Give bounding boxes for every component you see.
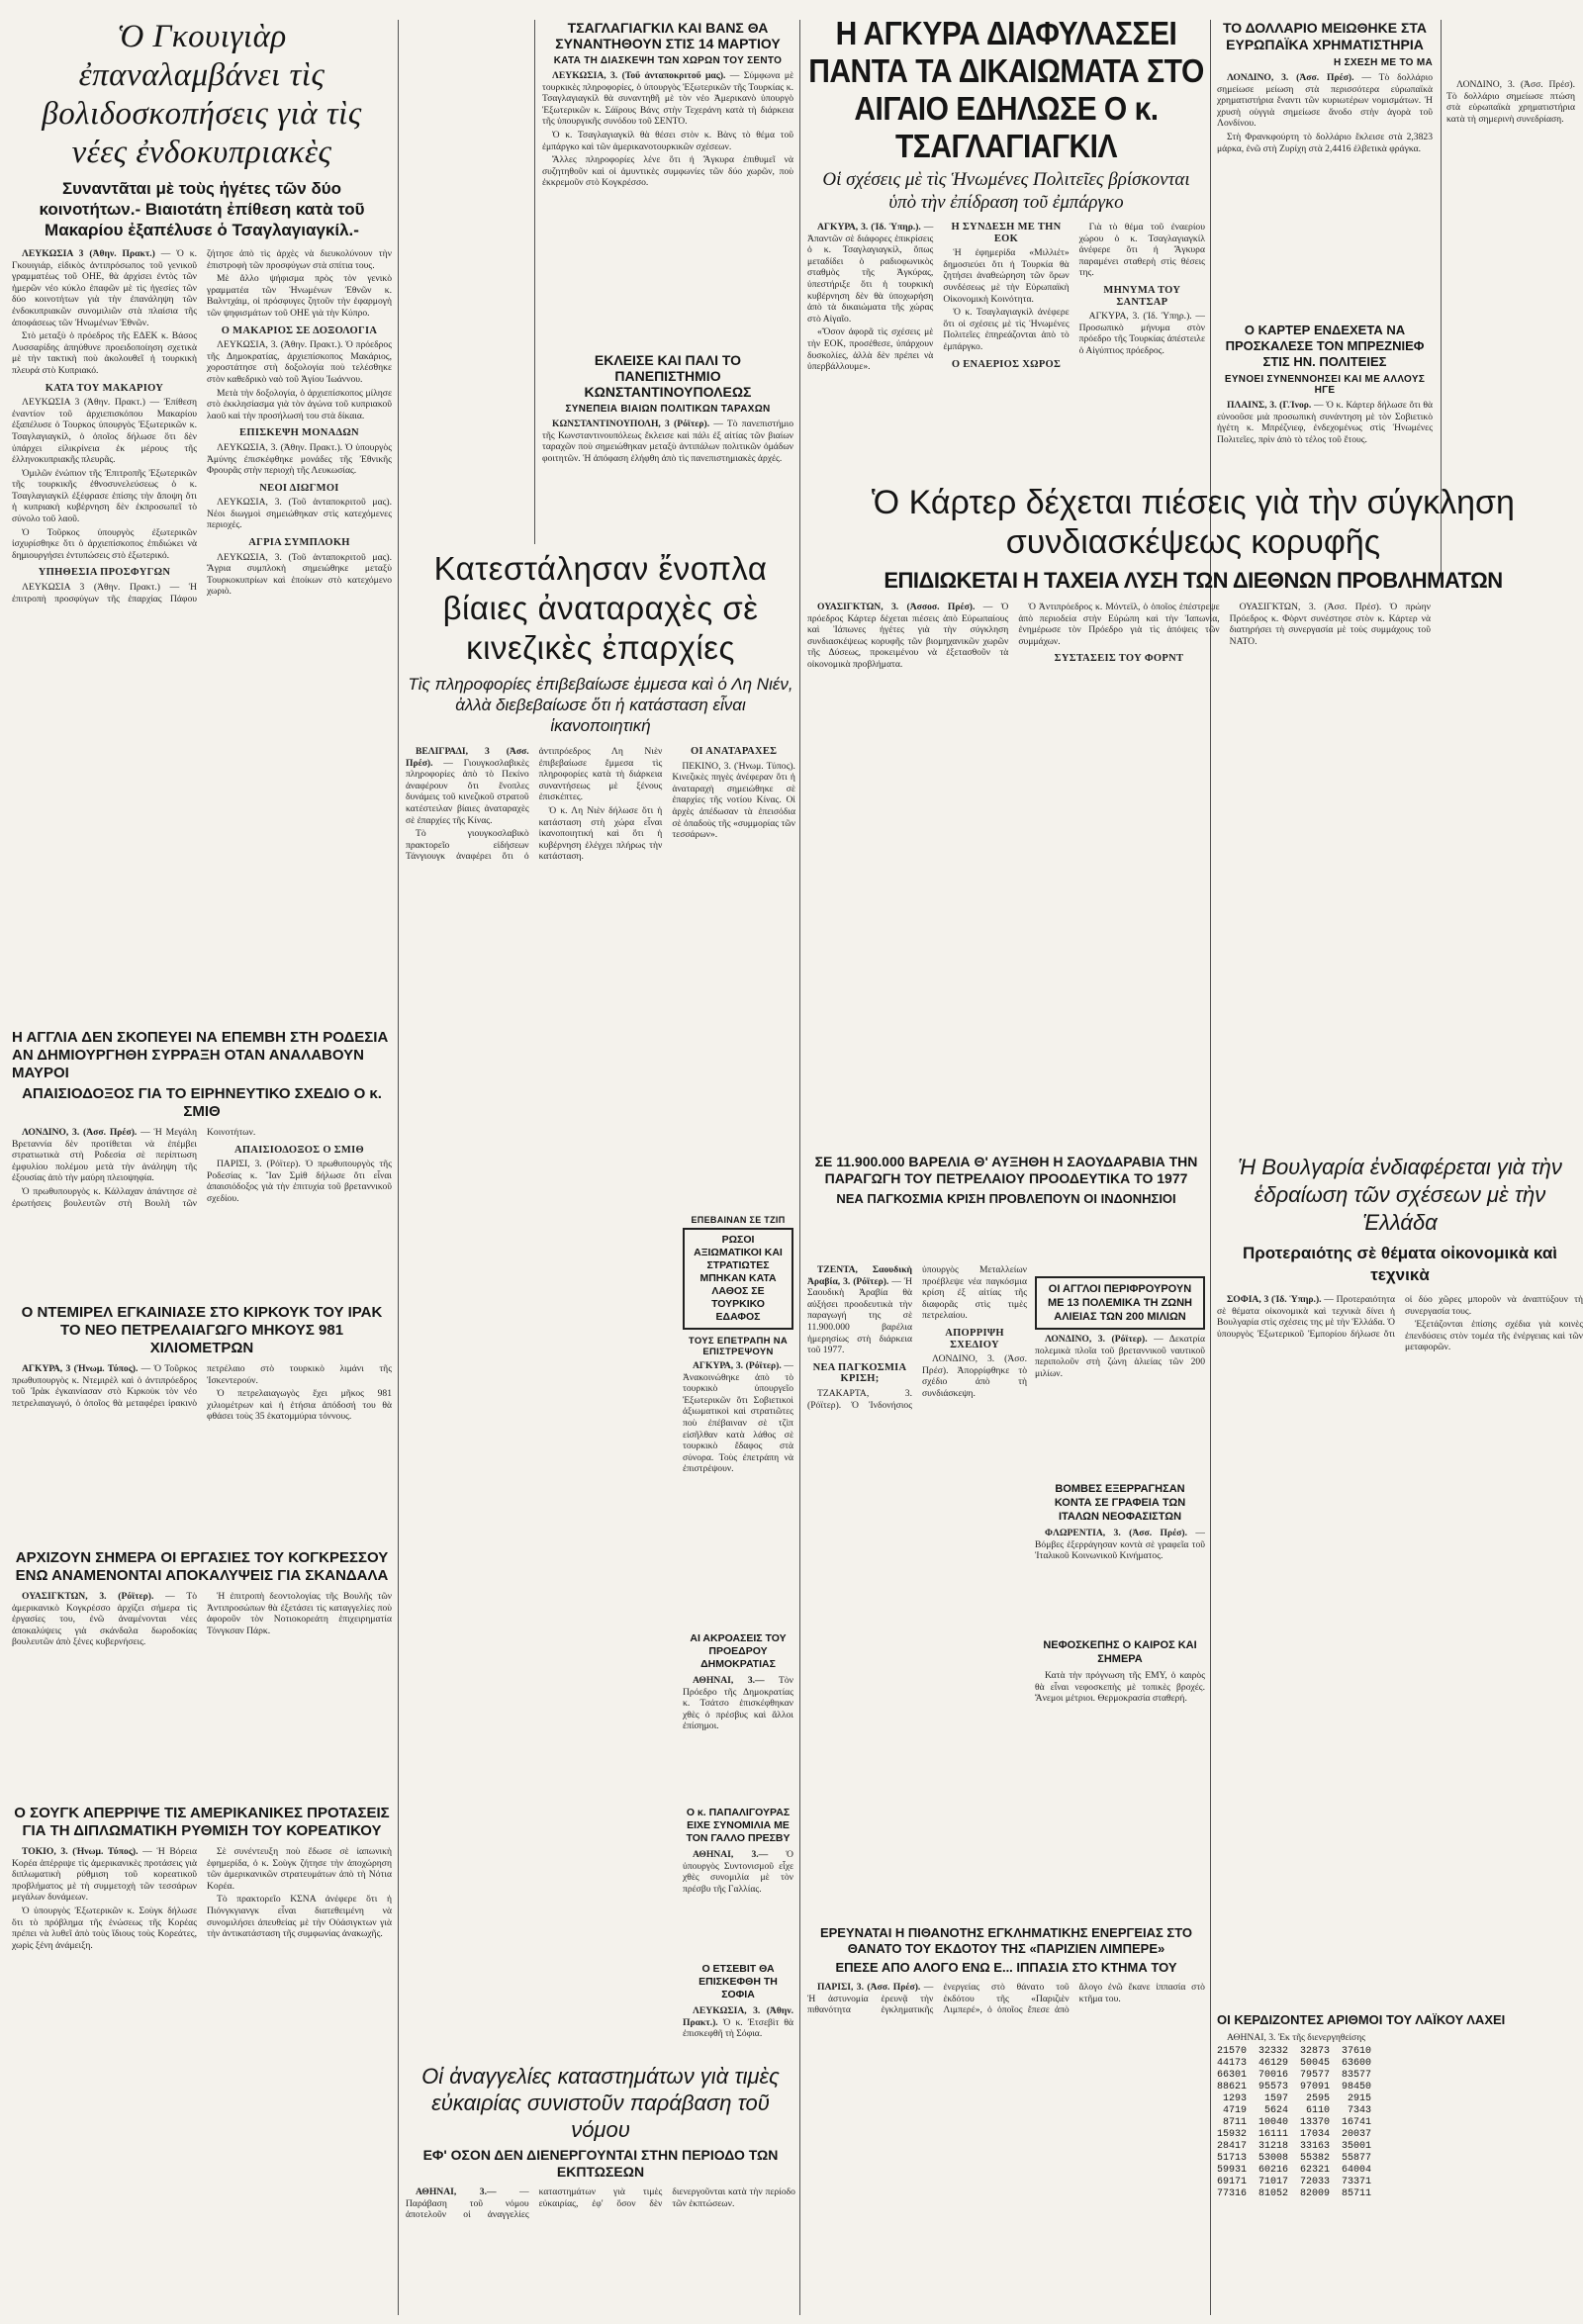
headline: ΑΙ ΑΚΡΟΑΣΕΙΣ ΤΟΥ ΠΡΟΕΔΡΟΥ ΔΗΜΟΚΡΑΤΙΑΣ: [690, 1632, 787, 1670]
headline: ΕΡΕΥΝΑΤΑΙ Η ΠΙΘΑΝΟΤΗΣ ΕΓΚΛΗΜΑΤΙΚΗΣ ΕΝΕΡΓΕΙΑΣ ΣΤΟ ΘΑΝΑΤΟ ΤΟΥ ΕΚΔΟΤΟΥ ΤΗΣ «ΠΑΡΙΖΙΕΝ ΛΙΜΠΕΡΕ»: [819, 1925, 1193, 1956]
article-body: ΛΟΝΔΙΝΟ, 3. (Ἀσσ. Πρέσ). — Ἡ Μεγάλη Βρεταννία δὲν προτίθεται νὰ ἐπέμβει στρατιωτικὰ στὴ Ροδεσία σὲ περίπτωση ἐμφυλίου πολέμου μετὰ τὴν ἀνάληψη τῆς ἐξουσίας ἀπὸ τὴν μαύρη πλειοψηφία. Ὁ πρωθυπουργὸς κ. Κάλλαχαν ἀπάντησε σὲ ἐρωτήσεις βουλευτῶν στὴ Βουλὴ τῶν Κοινοτήτων. ΑΠΑΙΣΙΟΔΟΞΟΣ Ο ΣΜΙΘ ΠΑΡΙΣΙ, 3. (Ρόϊτερ). Ὁ πρωθυπουργὸς τῆς Ροδεσίας κ. Ἴαν Σμὶθ δήλωσε ὅτι εἶναι ἀπαισιόδοξος γιὰ τὴν ἐπιτυχία τοῦ βρεταννικοῦ σχεδίου.: [12, 1127, 392, 1209]
dateline: ΑΘΗΝΑΙ, 3.—: [693, 1675, 765, 1686]
article-aegean: [807, 20, 1205, 477]
subheadline: Η ΣΧΕΣΗ ΜΕ ΤΟ ΜΑ: [1334, 57, 1433, 68]
headline: Ο ΚΑΡΤΕΡ ΕΝΔΕΧΕΤΑ ΝΑ ΠΡΟΣΚΑΛΕΣΕ ΤΟΝ ΜΠΡΕΖΝΙΕΦ ΣΤΙΣ ΗΝ. ΠΟΛΙΤΕΙΕΣ: [1225, 323, 1425, 369]
article-body: ΛΟΝΔΙΝΟ, 3. (Ρόϊτερ). — Δεκατρία πολεμικὰ πλοῖα τοῦ βρεταννικοῦ ναυτικοῦ περιπολοῦν στὴ ζώνη ἁλιείας τῶν 200 μιλίων.: [1035, 1334, 1205, 1379]
dateline: ΣΟΦΙΑ, 3 (Ἰδ. Ὑπηρ.).: [1227, 1294, 1322, 1305]
dateline: ΦΛΩΡΕΝΤΙΑ, 3. (Ἀσσ. Πρέσ).: [1045, 1528, 1187, 1538]
headline: ΣΕ 11.900.000 ΒΑΡΕΛΙΑ Θ' ΑΥΞΗΘΗ Η ΣΑΟΥΔΑΡΑΒΙΑ ΤΗΝ ΠΑΡΑΓΩΓΗ ΤΟΥ ΠΕΤΡΕΛΑΙΟΥ ΠΡΟΟΔΕΥΤΙΚΑ ΤΟ 1977: [814, 1154, 1198, 1186]
article-body: Κατὰ τὴν πρόγνωση τῆς ΕΜΥ, ὁ καιρὸς θὰ εἶναι νεφοσκεπὴς μὲ τοπικὲς βροχές. Ἄνεμοι μέτριοι. Θερμοκρασία σταθερή.: [1035, 1670, 1205, 1705]
article-korea: [12, 1805, 392, 2319]
section-subhead: ΑΠΟΡΡΙΨΗ ΣΧΕΔΙΟΥ: [945, 1327, 1004, 1350]
headline-box: [683, 1228, 793, 1330]
article-body: ΠΑΡΙΣΙ, 3. (Ἀσσ. Πρέσ). — Ἡ ἀστυνομία ἐρευνᾷ τὴν πιθανότητα ἐγκληματικῆς ἐνεργείας στὸ θάνατο τοῦ ἐκδότου τῆς «Παριζιὲν Λιμπερέ», ὁ ὁποῖος ἔπεσε ἀπὸ ἄλογο ἐνῶ ἔκανε ἱππασία στὸ κτῆμα του.: [807, 1982, 1205, 2016]
article-body: ΤΖΕΝΤΑ, Σαουδικὴ Ἀραβία, 3. (Ρόϊτερ). — Ἡ Σαουδικὴ Ἀραβία θὰ αὐξήσει προοδευτικὰ τὴν παραγωγή της σὲ 11.900.000 βαρέλια ἡμερησίως στὴ διάρκεια τοῦ 1977. ΝΕΑ ΠΑΓΚΟΣΜΙΑ ΚΡΙΣΗ; ΤΖΑΚΑΡΤΑ, 3. (Ρόϊτερ). Ὁ Ἰνδονήσιος ὑπουργὸς Μεταλλείων προέβλεψε νέα παγκόσμια κρίση ἐξ αἰτίας τῆς διαφορᾶς στὶς τιμὲς πετρελαίου. ΑΠΟΡΡΙΨΗ ΣΧΕΔΙΟΥ ΛΟΝΔΙΝΟ, 3. (Ἀσσ. Πρέσ). Ἀπορρίφθηκε τὸ σχέδιο ἀπὸ τὴ συνδιάσκεψη.: [807, 1264, 1027, 1411]
article-bombs: [1035, 1482, 1205, 1630]
article-cyprus: [12, 18, 392, 1019]
column-rule: [534, 20, 535, 544]
article-china: [406, 549, 795, 1182]
headline: Ο κ. ΠΑΠΑΛΙΓΟΥΡΑΣ ΕΙΧΕ ΣΥΝΟΜΙΛΙΑ ΜΕ ΤΟΝ ΓΑΛΛΟ ΠΡΕΣΒΥ: [686, 1807, 791, 1844]
subheadline: ΝΕΑ ΠΑΓΚΟΣΜΙΑ ΚΡΙΣΗ ΠΡΟΒΛΕΠΟΥΝ ΟΙ ΙΝΔΟΝΗΣΙΟΙ: [836, 1191, 1176, 1206]
dateline: ΒΕΛΙΓΡΑΔΙ, 3 (Ἀσσ. Πρέσ).: [406, 746, 529, 769]
dateline: ΛΟΝΔΙΝΟ, 3. (Ἀσσ. Πρέσ).: [1227, 72, 1354, 83]
column-rule: [1210, 20, 1211, 2315]
headline: Ο ΣΟΥΓΚ ΑΠΕΡΡΙΨΕ ΤΙΣ ΑΜΕΡΙΚΑΝΙΚΕΣ ΠΡΟΤΑΣΕΙΣ ΓΙΑ ΤΗ ΔΙΠΛΩΜΑΤΙΚΗ ΡΥΘΜΙΣΗ ΤΟΥ ΚΟΡΕΑΤΙΚΟΥ: [14, 1805, 390, 1839]
section-subhead: Ο ΜΑΚΑΡΙΟΣ ΣΕ ΔΟΞΟΛΟΓΙΑ: [221, 325, 378, 336]
article-body: ΣΟΦΙΑ, 3 (Ἰδ. Ὑπηρ.). — Προτεραιότητα σὲ θέματα οἰκονομικὰ καὶ τεχνικὰ δίνει ἡ Βουλγαρία στὶς σχέσεις της μὲ τὴν Ἑλλάδα. Ὁ ὑπουργὸς Ἐξωτερικοῦ Ἐμπορίου δήλωσε ὅτι οἱ δύο χῶρες μποροῦν νὰ ἀναπτύξουν τὴ συνεργασία τους. Ἐξετάζονται ἐπίσης σχέδια γιὰ κοινὲς ἐπενδύσεις στὸν τομέα τῆς ἐνέργειας καὶ τῶν μεταφορῶν.: [1217, 1294, 1583, 1353]
article-congress: [12, 1549, 392, 1797]
section-subhead: ΜΗΝΥΜΑ ΤΟΥ ΣΑΝΤΣΑΡ: [1103, 284, 1181, 308]
article-body: ΒΕΛΙΓΡΑΔΙ, 3 (Ἀσσ. Πρέσ). — Γιουγκοσλαβικὲς πληροφορίες ἀπὸ τὸ Πεκίνο ἀναφέρουν ὅτι ἔνοπλες δυνάμεις τοῦ κινεζικοῦ στρατοῦ κατέστειλαν βίαιες ἀναταραχὲς σὲ ἐπαρχίες τῆς Κίνας. Τὸ γιουγκοσλαβικὸ πρακτορεῖο εἰδήσεων Τάνγιουγκ ἀναφέρει ὅτι ὁ ἀντιπρόεδρος Λη Νιὲν ἐπιβεβαίωσε ἔμμεσα τὶς πληροφορίες κατὰ τὴ διάρκεια συναντήσεως μὲ ξένους ἐπισκέπτες. Ὁ κ. Λη Νιὲν δήλωσε ὅτι ἡ κατάσταση στὴ χώρα εἶναι ἱκανοποιητική καὶ ὅτι ἡ κυβέρνηση ἐλέγχει πλήρως τὴν κατάσταση. ΟΙ ΑΝΑΤΑΡΑΧΕΣ ΠΕΚΙΝΟ, 3. (Ἡνωμ. Τύπος). Κινεζικὲς πηγὲς ἀνέφεραν ὅτι ἡ ἀναταραχὴ σημειώθηκε σὲ ἐπαρχίες τῆς νοτίου Κίνας. Οἱ ἀρχὲς ἀπέδωσαν τὰ ἐπεισόδια σὲ ὀπαδοὺς τῆς «συμμορίας τῶν τεσσάρων».: [406, 746, 795, 863]
dateline: ΑΘΗΝΑΙ, 3.—: [693, 1849, 769, 1860]
section-subhead: ΕΠΙΣΚΕΨΗ ΜΟΝΑΔΩΝ: [239, 427, 359, 439]
section-subhead: ΣΥΣΤΑΣΕΙΣ ΤΟΥ ΦΟΡΝΤ: [1054, 653, 1184, 665]
article-body: ΛΟΝΔΙΝΟ, 3. (Ἀσσ. Πρέσ). — Τὸ δολλάριο σημείωσε μείωση στὰ περισσότερα εὐρωπαϊκὰ χρηματιστήρια ἔναντι τῶν κυριωτέρων νομισμάτων. Ἡ χρυσὴ οὐγγιὰ σημείωσε ἄνοδο στὴν ἀγορὰ τοῦ Λονδίνου. Στὴ Φρανκφούρτη τὸ δολλάριο ἔκλεισε στὰ 2,3823 μάρκα, ἐνῶ στὴ Ζυρίχη στὰ 2,4416 ἑλβετικὰ φράγκα.: [1217, 72, 1433, 154]
article-sales: [406, 2063, 795, 2320]
headline: ΡΩΣΟΙ ΑΞΙΩΜΑΤΙΚΟΙ ΚΑΙ ΣΤΡΑΤΙΩΤΕΣ ΜΠΗΚΑΝ ΚΑΤΑ ΛΑΘΟΣ ΣΕ ΤΟΥΡΚΙΚΟ ΕΔΑΦΟΣ: [694, 1234, 783, 1323]
lottery-row: 66301 70016 79577 83577: [1217, 2069, 1372, 2081]
lottery-row: 15932 16111 17034 20037: [1217, 2128, 1372, 2140]
article-paris: [807, 1925, 1205, 2321]
headline: ΕΚΛΕΙΣΕ ΚΑΙ ΠΑΛΙ ΤΟ ΠΑΝΕΠΙΣΤΗΜΙΟ ΚΩΝΣΤΑΝΤΙΝΟΥΠΟΛΕΩΣ: [584, 352, 752, 400]
article-body: ΑΘΗΝΑΙ, 3.— Ὁ ὑπουργὸς Συντονισμοῦ εἶχε χθὲς συνομιλία μὲ τὸν πρέσβυ τῆς Γαλλίας.: [683, 1849, 793, 1895]
lottery-row: 88621 95573 97091 98450: [1217, 2081, 1372, 2092]
article-body: [1217, 2032, 1583, 2044]
lottery-row: 1293 1597 2595 2915: [1217, 2092, 1372, 2104]
dateline: ΤΖΕΝΤΑ, Σαουδικὴ Ἀραβία, 3. (Ρόϊτερ).: [807, 1264, 912, 1287]
headline: Ὁ Κάρτερ δέχεται πιέσεις γιὰ τὴν σύγκληση συνδιασκέψεως κορυφῆς: [872, 484, 1515, 561]
article-body: ΠΛΑΙΝΣ, 3. (Γ.Ἰνορ. — Ὁ κ. Κάρτερ δήλωσε ὅτι θὰ εὐνοοῦσε μιὰ προσωπικὴ συνάντηση μὲ τὸν Σοβιετικὸ ἡγέτη κ. Μπρέζνιεφ, ἐνδεχομένως στὶς Ἡνωμένες Πολιτεῖες, πρὶν ἀπὸ τὸ τέλος τοῦ ἔτους.: [1217, 400, 1433, 445]
headline: Ἡ Βουλγαρία ἐνδιαφέρεται γιὰ τὴν ἑδραίωση τῶν σχέσεων μὲ τὴν Ἑλλάδα: [1238, 1155, 1562, 1235]
headline: Η ΑΓΓΛΙΑ ΔΕΝ ΣΚΟΠΕΥΕΙ ΝΑ ΕΠΕΜΒΗ ΣΤΗ ΡΟΔΕΣΙΑ ΑΝ ΔΗΜΙΟΥΡΓΗΘΗ ΣΥΡΡΑΞΗ ΟΤΑΝ ΑΝΑΛΑΒΟΥΝ ΜΑΥΡΟΙ: [12, 1029, 389, 1081]
headline: Η ΑΓΚΥΡΑ ΔΙΑΦΥΛΑΣΣΕΙ ΠΑΝΤΑ ΤΑ ΔΙΚΑΙΩΜΑΤΑ ΣΤΟ ΑΙΓΑΙΟ ΕΔΗΛΩΣΕ Ο κ. ΤΣΑΓΛΑΓΙΑΓΚΙΛ: [808, 20, 1204, 166]
headline: ΝΕΦΟΣΚΕΠΗΣ Ο ΚΑΙΡΟΣ ΚΑΙ ΣΗΜΕΡΑ: [1043, 1639, 1197, 1665]
lottery-row: 59931 60216 62321 64004: [1217, 2164, 1372, 2176]
article-body: ΚΩΝΣΤΑΝΤΙΝΟΥΠΟΛΗ, 3 (Ρόϊτερ). — Τὸ πανεπιστήμιο τῆς Κωνσταντινουπόλεως ἔκλεισε καὶ πάλι ἐξ αἰτίας τῶν βιαίων ταραχῶν ποὺ σημειώθηκαν μεταξὺ ἀντιπάλων πολιτικῶν ὁμάδων φοιτητῶν. Ἡ ἀπόφαση ἐλήφθη ἀπὸ τὶς πανεπιστημιακὲς ἀρχές.: [542, 418, 793, 464]
section-subhead: ΟΙ ΑΝΑΤΑΡΑΧΕΣ: [690, 746, 778, 757]
article-body: ΟΥΑΣΙΓΚΤΩΝ, 3. (Ἀσσοσ. Πρέσ). — Ὁ πρόεδρος Κάρτερ δέχεται πιέσεις ἀπὸ Εὐρωπαίους καὶ Ἰάπωνες ἡγέτες γιὰ τὴν σύγκληση συνδιασκέψεως κορυφῆς τῶν βιομηχανικῶν χωρῶν τῆς Δύσεως, προκειμένου νὰ ἐξετασθοῦν τὰ οἰκονομικὰ προβλήματα. Ὁ Ἀντιπρόεδρος κ. Μόντεϊλ, ὁ ὁποῖος ἐπέστρεψε ἀπὸ περιοδεία στὴν Εὐρώπη καὶ τὴν Ἰαπωνία, ἐνημέρωσε τὸν Πρόεδρο γιὰ τὶς ἀπόψεις τῶν συμμάχων. ΣΥΣΤΑΣΕΙΣ ΤΟΥ ΦΟΡΝΤ ΟΥΑΣΙΓΚΤΩΝ, 3. (Ἀσσ. Πρέσ). Ὁ πρώην Πρόεδρος κ. Φὸρντ συνέστησε στὸν κ. Κάρτερ νὰ διατηρήσει τὴ συνεργασία μὲ τοὺς συμμάχους τοῦ ΝΑΤΟ.: [807, 602, 1431, 670]
dateline: ΛΕΥΚΩΣΙΑ, 3. (Ἀθην. Πρακτ.).: [683, 2005, 793, 2028]
article-weather: [1035, 1638, 1205, 1915]
headline: ΟΙ ΚΕΡΔΙΖΟΝΤΕΣ ΑΡΙΘΜΟΙ ΤΟΥ ΛΑΪΚΟΥ ΛΑΧΕΙ: [1217, 2012, 1506, 2027]
article-body: ΑΓΚΥΡΑ, 3. (Ἰδ. Ὑπηρ.). — Ἀπαντῶν σὲ διάφορες ἐπικρίσεις ὁ κ. Τσαγλαγιαγκίλ, ὅπως μεταδίδει ὁ ραδιοφωνικὸς σταθμὸς τῆς Ἀγκύρας, ὑπεστήριξε ὅτι ἡ τουρκικὴ κυβέρνηση δὲν θὰ ὑποχωρήση ἀπὸ τὰ δικαιώματα τῆς χώρας στὸ Αἰγαῖο. «Ὅσον ἀφορᾶ τὶς σχέσεις μὲ τὴν ΕΟΚ, προσέθεσε, ὑπάρχουν δυσκολίες, ἀλλὰ δὲν πρέπει νὰ ὑπερβάλλουμε». Η ΣΥΝΔΕΣΗ ΜΕ ΤΗΝ ΕΟΚ Ἡ ἐφημερίδα «Μιλλιέτ» δημοσιεύει ὅτι ἡ Τουρκία θὰ ζητήσει ἀναθεώρηση τῶν ὅρων συνδέσεως μὲ τὴν Εὐρωπαϊκὴ Οἰκονομικὴ Κοινότητα. Ὁ κ. Τσαγλαγιαγκίλ ἀνέφερε ὅτι οἱ σχέσεις μὲ τὶς Ἡνωμένες Πολιτεῖες ἐπηρεάζονται ἀπὸ τὸ ἐμπάργκο. Ο ΕΝΑΕΡΙΟΣ ΧΩΡΟΣ Γιὰ τὸ θέμα τοῦ ἐναερίου χώρου ὁ κ. Τσαγλαγιαγκίλ ἀνέφερε ὅτι ἡ Ἄγκυρα παραμένει σταθερὴ στὶς θέσεις της. ΜΗΝΥΜΑ ΤΟΥ ΣΑΝΤΣΑΡ ΑΓΚΥΡΑ, 3. (Ἰδ. Ὑπηρ.). — Προσωπικὸ μήνυμα στὸν πρόεδρο τῆς Τουρκίας ἀπέστειλε ὁ Αἰγύπτιος πρόεδρος.: [807, 222, 1205, 373]
dateline: ΛΕΥΚΩΣΙΑ 3 (Ἀθην. Πρακτ.): [22, 248, 155, 259]
lottery-row: 44173 46129 50045 63600: [1217, 2057, 1372, 2069]
dateline: ΑΓΚΥΡΑ, 3 (Ἡνωμ. Τύπος).: [22, 1363, 139, 1374]
lottery-numbers: [1217, 2046, 1583, 2200]
article-russian-soldiers: [683, 1209, 793, 1625]
section-subhead: ΚΑΤΑ ΤΟΥ ΜΑΚΑΡΙΟΥ: [45, 382, 164, 394]
kicker: ΕΠΕΒΑΙΝΑΝ ΣΕ ΤΖΙΠ: [691, 1215, 786, 1225]
lottery-row: 77316 81052 82009 85711: [1217, 2187, 1372, 2199]
article-saudi: [807, 1154, 1205, 1262]
article-body: ΛΕΥΚΩΣΙΑ, 3. (Ἀθην. Πρακτ.). Ὁ κ. Ἐτσεβὶτ θὰ ἐπισκεφθῆ τὴ Σόφια.: [683, 2005, 793, 2040]
article-fishing: [1035, 1276, 1205, 1474]
dateline: ΠΛΑΙΝΣ, 3. (Γ.Ἰνορ.: [1227, 400, 1312, 411]
headline-box: [1035, 1276, 1205, 1330]
headline: ΤΣΑΓΛΑΓΙΑΓΚΙΛ ΚΑΙ ΒΑΝΣ ΘΑ ΣΥΝΑΝΤΗΘΟΥΝ ΣΤΙΣ 14 ΜΑΡΤΙΟΥ: [555, 20, 781, 51]
article-lottery: [1217, 2012, 1583, 2321]
headline: ΟΙ ΑΓΓΛΟΙ ΠΕΡΙΦΡΟΥΡΟΥΝ ΜΕ 13 ΠΟΛΕΜΙΚΑ ΤΗ ΖΩΝΗ ΑΛΙΕΙΑΣ ΤΩΝ 200 ΜΙΛΙΩΝ: [1047, 1283, 1193, 1323]
headline: ΑΡΧΙΖΟΥΝ ΣΗΜΕΡΑ ΟΙ ΕΡΓΑΣΙΕΣ ΤΟΥ ΚΟΓΚΡΕΣΣΟΥ ΕΝΩ ΑΝΑΜΕΝΟΝΤΑΙ ΑΠΟΚΑΛΥΨΕΙΣ ΓΙΑ ΣΚΑΝΔΑΛΑ: [15, 1549, 389, 1584]
article-body: ΑΓΚΥΡΑ, 3. (Ρόϊτερ). — Ἀνακοινώθηκε ἀπὸ τὸ τουρκικὸ ὑπουργεῖο Ἐξωτερικῶν ὅτι Σοβιετικοὶ ἀξιωματικοὶ καὶ στρατιῶτες ποὺ ἐπέβαιναν σὲ τζὶπ εἰσῆλθαν κατὰ λάθος σὲ τουρκικὸ ἔδαφος στὰ σύνορα. Τοὺς ἐπετράπη νὰ ἐπιστρέψουν.: [683, 1360, 793, 1475]
dateline: ΤΟΚΙΟ, 3. (Ἡνωμ. Τύπος).: [22, 1846, 139, 1857]
article-kirkuk: [12, 1304, 392, 1541]
article-dollar: [1217, 20, 1433, 317]
headline: Οἱ ἀναγγελίες καταστημάτων γιὰ τιμὲς εὐκαιρίας συνιστοῦν παράβαση τοῦ νόμου: [421, 2064, 780, 2142]
section-subhead: ΥΠΗΘΕΣΙΑ ΠΡΟΣΦΥΓΩΝ: [38, 567, 171, 579]
headline: Ὁ Γκουιγιὰρ ἐπαναλαμβάνει τὶς βολιδοσκοπήσεις γιὰ τὶς νέες ἐνδοκυπριακὲς: [42, 19, 362, 170]
section-subhead: ΝΕΑ ΠΑΓΚΟΣΜΙΑ ΚΡΙΣΗ;: [812, 1361, 907, 1385]
lottery-row: 28417 31218 33163 35001: [1217, 2140, 1372, 2152]
headline: ΤΟ ΔΟΛΛΑΡΙΟ ΜΕΙΩΘΗΚΕ ΣΤΑ ΕΥΡΩΠΑΪΚΑ ΧΡΗΜΑΤΙΣΤΗΡΙΑ: [1222, 20, 1428, 52]
dateline: ΑΘΗΝΑΙ, 3.—: [416, 2186, 497, 2197]
article-carter-summit: [807, 483, 1583, 1146]
dateline: ΑΘΗΝΑΙ, 3. Ἐκ τῆς διενεργηθείσης: [1227, 2032, 1366, 2043]
headline: Ο ΝΤΕΜΙΡΕΛ ΕΓΚΑΙΝΙΑΣΕ ΣΤΟ ΚΙΡΚΟΥΚ ΤΟΥ ΙΡΑΚ ΤΟ ΝΕΟ ΠΕΤΡΕΛΑΙΑΓΩΓΟ ΜΗΚΟΥΣ 981 ΧΙΛΙΟΜΕΤΡΩΝ: [21, 1304, 383, 1356]
dateline: ΛΕΥΚΩΣΙΑ, 3. (Τοῦ ἀνταποκριτοῦ μας).: [552, 70, 726, 81]
article-body: ΑΘΗΝΑΙ, 3.— — Παράβαση τοῦ νόμου ἀποτελοῦν οἱ ἀναγγελίες καταστημάτων γιὰ τιμὲς εὐκαιρίας, ἐφ' ὅσον δὲν διενεργοῦνται κατὰ τὴν περίοδο τῶν ἐκπτώσεων.: [406, 2186, 795, 2221]
article-bulgaria: [1217, 1154, 1583, 2004]
section-subhead: ΑΠΑΙΣΙΟΔΟΞΟΣ Ο ΣΜΙΘ: [234, 1144, 364, 1156]
lottery-row: 4719 5624 6110 7343: [1217, 2104, 1372, 2116]
article-istanbul-university: [542, 352, 793, 536]
lottery-row: 21570 32332 32873 37610: [1217, 2045, 1372, 2057]
article-president: [683, 1632, 793, 1799]
subheadline: Οἱ σχέσεις μὲ τὶς Ἡνωμένες Πολιτεῖες βρίσκονται ὑπὸ τὴν ἐπίδραση τοῦ ἐμπάργκο: [822, 169, 1190, 213]
subheadline: ΚΑΤΑ ΤΗ ΔΙΑΣΚΕΨΗ ΤΩΝ ΧΩΡΩΝ ΤΟΥ ΣΕΝΤΟ: [553, 55, 783, 66]
article-ankara-meeting: [542, 20, 793, 344]
lottery-row: 69171 71017 72033 73371: [1217, 2176, 1372, 2187]
dateline: ΠΑΡΙΣΙ, 3. (Ἀσσ. Πρέσ).: [817, 1982, 921, 1993]
article-body: ΛΕΥΚΩΣΙΑ, 3. (Τοῦ ἀνταποκριτοῦ μας). — Σύμφωνα μὲ τουρκικὲς πληροφορίες, ὁ ὑπουργὸς Ἐξωτερικῶν τῆς Τουρκίας κ. Τσαγλαγιαγκίλ θὰ συναντηθῆ μὲ τὸν νέο Ἀμερικανὸ ὑπουργὸ Ἐξωτερικῶν κ. Σάϊρους Βάνς στὴν Τεχεράνη κατὰ τὴ διάρκεια τῆς ὑπουργικῆς συνόδου τοῦ ΣΕΝΤΟ. Ὁ κ. Τσαγλαγιαγκίλ θὰ θέσει στὸν κ. Βὰνς τὸ θέμα τοῦ ἐμπάργκο καὶ τῶν ἀμερικανοτουρκικῶν σχέσεων. Ἄλλες πληροφορίες λένε ὅτι ἡ Ἄγκυρα ἐπιθυμεῖ νὰ συζητηθοῦν καὶ οἱ ἀμυντικὲς συμφωνίες τῶν δύο χωρῶν, ποὺ ἐκκρεμοῦν στὸ Κογκρέσσο.: [542, 70, 793, 189]
article-body: ΛΟΝΔΙΝΟ, 3. (Ἀσσ. Πρέσ). Τὸ δολλάριο σημείωσε πτώση στὰ εὐρωπαϊκὰ χρηματιστήρια κατὰ τὴ σημερινὴ συνεδρίαση.: [1446, 79, 1575, 125]
dateline: ΛΟΝΔΙΝΟ, 3. (Ἀσσ. Πρέσ).: [22, 1127, 138, 1138]
article-body: ΑΘΗΝΑΙ, 3.— Τὸν Πρόεδρο τῆς Δημοκρατίας κ. Τσάτσο ἐπισκέφθηκαν χθὲς ὁ πρέσβυς καὶ ἄλλοι ἐπίσημοι.: [683, 1675, 793, 1732]
subheadline: Συναντᾶται μὲ τοὺς ἡγέτες τῶν δύο κοινοτήτων.- Βιαιοτάτη ἐπίθεση κατὰ τοῦ Μακαρίου ἐξαπέλυσε ὁ Τσαγλαγιαγκίλ.-: [39, 179, 365, 239]
section-subhead: ΑΓΡΙΑ ΣΥΜΠΛΟΚΗ: [248, 537, 350, 549]
headline: Κατεστάλησαν ἔνοπλα βίαιες ἀναταραχὲς σὲ κινεζικὲς ἐπαρχίες: [433, 550, 768, 666]
column-rule: [398, 20, 399, 2315]
article-saudi-body: [807, 1264, 1027, 1917]
dateline: ΚΩΝΣΤΑΝΤΙΝΟΥΠΟΛΗ, 3 (Ρόϊτερ).: [552, 418, 710, 429]
article-sofia-visit: [683, 1963, 793, 2062]
subheadline: ΤΟΥΣ ΕΠΕΤΡΑΠΗ ΝΑ ΕΠΙΣΤΡΕΨΟΥΝ: [688, 1336, 789, 1357]
section-subhead: Η ΣΥΝΔΕΣΗ ΜΕ ΤΗΝ ΕΟΚ: [951, 222, 1062, 244]
lottery-row: 8711 10040 13370 16741: [1217, 2116, 1372, 2128]
dateline: ΑΓΚΥΡΑ, 3. (Ρόϊτερ).: [693, 1360, 782, 1371]
lottery-row: 51713 53008 55382 55877: [1217, 2152, 1372, 2164]
subheadline: ΑΠΑΙΣΙΟΔΟΞΟΣ ΓΙΑ ΤΟ ΕΙΡΗΝΕΥΤΙΚΟ ΣΧΕΔΙΟ Ο κ. ΣΜΙΘ: [22, 1085, 382, 1120]
column-rule: [799, 20, 800, 2315]
article-body: ΟΥΑΣΙΓΚΤΩΝ, 3. (Ρόϊτερ). — Τὸ ἀμερικανικὸ Κογκρέσσο ἀρχίζει σήμερα τὶς ἐργασίες του, ἐνῶ ἀναμένονται νέες ἀποκαλύψεις γιὰ σκάνδαλα δωροδοκίας βουλευτῶν ἀπὸ ξένες κυβερνήσεις. Ἡ ἐπιτροπὴ δεοντολογίας τῆς Βουλῆς τῶν Ἀντιπροσώπων θὰ ἐξετάσει τὶς καταγγελίες ποὺ ἀφοροῦν τὸν Νοτιοκορεάτη ἐπιχειρηματία Τόνγκσαν Πάρκ.: [12, 1591, 392, 1648]
section-subhead: Ο ΕΝΑΕΡΙΟΣ ΧΩΡΟΣ: [951, 358, 1062, 370]
article-papaligouras: [683, 1807, 793, 1955]
subheadline: Τὶς πληροφορίες ἐπιβεβαίωσε ἐμμεσα καὶ ὁ Λη Νιέν, ἀλλὰ διεβεβαίωσε ὅτι ἡ κατάσταση εἶναι ἱκανοποιητική: [408, 675, 793, 735]
subheadline: ΕΥΝΟΕΙ ΣΥΝΕΝΝΟΗΣΕΙ ΚΑΙ ΜΕ ΑΛΛΟΥΣ ΗΓΕ: [1224, 374, 1426, 396]
headline: ΒΟΜΒΕΣ ΕΞΕΡΡΑΓΗΣΑΝ ΚΟΝΤΑ ΣΕ ΓΡΑΦΕΙΑ ΤΩΝ ΙΤΑΛΩΝ ΝΕΟΦΑΣΙΣΤΩΝ: [1054, 1483, 1186, 1523]
subheadline: ΕΠΙΔΙΩΚΕΤΑΙ Η ΤΑΧΕΙΑ ΛΥΣΗ ΤΩΝ ΔΙΕΘΝΩΝ ΠΡΟΒΛΗΜΑΤΩΝ: [884, 568, 1503, 593]
article-body: ΛΕΥΚΩΣΙΑ 3 (Ἀθην. Πρακτ.) — Ὁ κ. Γκουιγιάρ, εἰδικὸς ἀντιπρόσωπος τοῦ γενικοῦ γραμματέως τοῦ ΟΗΕ, θὰ ἀρχίσει ἐντὸς τῶν ἡμερῶν νέο κύκλο ἐπαφῶν μὲ τὶς ἡγεσίες τῶν δύο κοινοτήτων γιὰ τὴν ἐπανάληψη τῶν ἐνδοκυπριακῶν συνομιλιῶν στὰ πλαίσια τῆς ἀποφάσεως τῶν Ἡνωμένων Ἐθνῶν. Στὸ μεταξὺ ὁ πρόεδρος τῆς ΕΔΕΚ κ. Βάσος Λυσσαρίδης ἀπηύθυνε προειδοποίηση σχετικὰ μὲ τὴν τακτικὴ ποὺ ἀκολουθεῖ ἡ τουρκικὴ πλευρά στὸ Κυπριακό. ΚΑΤΑ ΤΟΥ ΜΑΚΑΡΙΟΥ ΛΕΥΚΩΣΙΑ 3 (Ἀθην. Πρακτ.) — Ἐπίθεση ἐναντίον τοῦ ἀρχιεπισκόπου Μακαρίου ἐξαπέλυσε ὁ Τουρκος ὑπουργὸς Ἐξωτερικῶν κ. Τσαγλαγιαγκίλ, ὁ ὁποῖος δήλωσε ὅτι δὲν ὑπάρχει εἰλικρίνεια ἐκ μέρους τῆς ἑλληνοκυπριακῆς πλευρᾶς. Ὁμιλῶν ἐνώπιον τῆς Ἐπιτροπῆς Ἐξωτερικῶν τῆς τουρκικῆς ἐθνοσυνελεύσεως ὁ κ. Τσαγλαγιαγκίλ ἐξέφρασε ἐπίσης τὴν ἄποψη ὅτι ἡ κυπριακὴ κυβέρνηση δὲν ἐκπροσωπεῖ τὸ σύνολο τοῦ λαοῦ. Ὁ Τοῦρκος ὑπουργὸς ἐξωτερικῶν ἰσχυρίσθηκε ὅτι ὁ ἀρχιεπίσκοπος ἐπιδιώκει νὰ δημιουργήσει ἐντυπώσεις στὸ ἐξωτερικό. ΥΠΗΘΕΣΙΑ ΠΡΟΣΦΥΓΩΝ ΛΕΥΚΩΣΙΑ 3 (Ἀθην. Πρακτ.) — Ἡ ἐπιτροπὴ προσφύγων τῆς ἐπαρχίας Πάφου ζήτησε ἀπὸ τὶς ἀρχὲς νὰ διευκολύνουν τὴν ἐπιστροφὴ τῶν προσφύγων στὰ σπίτια τους. Μὲ ἄλλο ψήφισμα πρὸς τὸν γενικὸ γραμματέα τῶν Ἡνωμένων Ἐθνῶν κ. Βαλντχάιμ, οἱ πρόσφυγες ζητοῦν τὴν ἐφαρμογὴ τῶν ψηφισμάτων τοῦ ΟΗΕ γιὰ τὴν Κύπρο. Ο ΜΑΚΑΡΙΟΣ ΣΕ ΔΟΞΟΛΟΓΙΑ ΛΕΥΚΩΣΙΑ, 3. (Ἀθην. Πρακτ.). Ὁ πρόεδρος τῆς Δημοκρατίας, ἀρχιεπίσκοπος Μακάριος, χοροστάτησε στὴ δοξολογία ποὺ τελέσθηκε στὸν καθεδρικὸ ναὸ τοῦ Ἁγίου Ἰωάννου. Μετὰ τὴν δοξολογία, ὁ ἀρχιεπίσκοπος μίλησε στὸ ἐκκλησίασμα γιὰ τὸν ἀγώνα τοῦ κυπριακοῦ λαοῦ καὶ τὴν προσήλωσή του στὰ δίκαια. ΕΠΙΣΚΕΨΗ ΜΟΝΑΔΩΝ ΛΕΥΚΩΣΙΑ, 3. (Ἀθην. Πρακτ.). Ὁ ὑπουργὸς Ἀμύνης ἐπισκέφθηκε μονάδες τῆς Ἐθνικῆς Φρουρᾶς στὴν περιοχὴ τῆς Λευκωσίας. ΝΕΟΙ ΔΙΩΓΜΟΙ ΛΕΥΚΩΣΙΑ, 3. (Τοῦ ἀνταποκριτοῦ μας). Νέοι διωγμοὶ σημειώθηκαν στὶς κατεχόμενες περιοχές. ΑΓΡΙΑ ΣΥΜΠΛΟΚΗ ΛΕΥΚΩΣΙΑ, 3. (Τοῦ ἀνταποκριτοῦ μας). Ἄγρια συμπλοκὴ σημειώθηκε μεταξὺ Τουρκοκυπρίων καὶ ἐποίκων στὸ κατεχόμενο χωριὸ.: [12, 248, 392, 604]
dateline: ΟΥΑΣΙΓΚΤΩΝ, 3. (Ἀσσοσ. Πρέσ).: [817, 602, 976, 612]
section-subhead: ΝΕΟΙ ΔΙΩΓΜΟΙ: [259, 482, 339, 494]
dateline: ΟΥΑΣΙΓΚΤΩΝ, 3. (Ρόϊτερ).: [22, 1591, 154, 1602]
article-rhodesia: [12, 1029, 392, 1296]
subheadline: Προτεραιότης σὲ θέματα οἰκονομικὰ καὶ τεχνικὰ: [1242, 1244, 1558, 1284]
article-body: ΑΓΚΥΡΑ, 3 (Ἡνωμ. Τύπος). — Ὁ Τοῦρκος πρωθυπουργὸς κ. Ντεμιρὲλ καὶ ὁ ἀντιπρόεδρος τοῦ Ἰρὰκ ἐγκαινίασαν στὸ Κιρκοὺκ τὸν νέο πετρελαιαγωγό, ὁ ὁποῖος θὰ μεταφέρει ἰρακινὸ πετρέλαιο στὸ τουρκικὸ λιμάνι τῆς Ἰσκεντερούν. Ὁ πετρελαιαγωγὸς ἔχει μῆκος 981 χιλιομέτρων καὶ ἡ ἐτήσια ἀπόδοσή του θὰ φθάσει τοὺς 35 ἑκατομμύρια τόννους.: [12, 1363, 392, 1423]
article-body: ΤΟΚΙΟ, 3. (Ἡνωμ. Τύπος). — Ἡ Βόρεια Κορέα ἀπέρριψε τὶς ἀμερικανικὲς προτάσεις γιὰ διπλωματικὴ ρύθμιση τοῦ κορεατικοῦ προβλήματος μὲ τὴ συμμετοχὴ τῶν τεσσάρων μεγάλων δυνάμεων. Ὁ ὑπουργὸς Ἐξωτερικῶν κ. Σοὺγκ δήλωσε ὅτι τὸ πρόβλημα τῆς ἑνώσεως τῆς Κορέας πρέπει νὰ λυθεῖ ἀπὸ τοὺς ἴδιους τοὺς Κορεάτες, χωρὶς ξένη ἀνάμειξη. Σὲ συνέντευξη ποὺ ἔδωσε σὲ ἰαπωνικὴ ἐφημερίδα, ὁ κ. Σοὺγκ ζήτησε τὴν ἀποχώρηση τῶν ἀμερικανικῶν στρατευμάτων ἀπὸ τὴ Νότια Κορέα. Τὸ πρακτορεῖο ΚΣΝΑ ἀνέφερε ὅτι ἡ Πιόνγκγιανγκ εἶναι διατεθειμένη νὰ συνομιλήσει ἀπευθείας μὲ τὴν Οὐάσιγκτων γιὰ τὴν ἀντικατάσταση τῆς συμφωνίας ἀνακωχῆς.: [12, 1846, 392, 1951]
subheadline: ΕΠΕΣΕ ΑΠΟ ΑΛΟΓΟ ΕΝΩ Ε... ΙΠΠΑΣΙΑ ΣΤΟ ΚΤΗΜΑ ΤΟΥ: [835, 1960, 1177, 1975]
dateline: ΑΓΚΥΡΑ, 3. (Ἰδ. Ὑπηρ.).: [817, 222, 921, 232]
article-body: ΦΛΩΡΕΝΤΙΑ, 3. (Ἀσσ. Πρέσ). — Βόμβες ἐξερράγησαν κοντὰ σὲ γραφεῖα τοῦ Ἰταλικοῦ Κοινωνικοῦ Κινήματος.: [1035, 1528, 1205, 1562]
dateline: ΛΟΝΔΙΝΟ, 3. (Ρόϊτερ).: [1045, 1334, 1148, 1345]
headline: Ο ΕΤΣΕΒΙΤ ΘΑ ΕΠΙΣΚΕΦΘΗ ΤΗ ΣΟΦΙΑ: [698, 1963, 778, 2000]
subheadline: ΣΥΝΕΠΕΙΑ ΒΙΑΙΩΝ ΠΟΛΙΤΙΚΩΝ ΤΑΡΑΧΩΝ: [565, 404, 771, 415]
subheadline: ΕΦ' ΟΣΟΝ ΔΕΝ ΔΙΕΝΕΡΓΟΥΝΤΑΙ ΣΤΗΝ ΠΕΡΙΟΔΟ ΤΩΝ ΕΚΠΤΩΣΕΩΝ: [422, 2147, 779, 2180]
